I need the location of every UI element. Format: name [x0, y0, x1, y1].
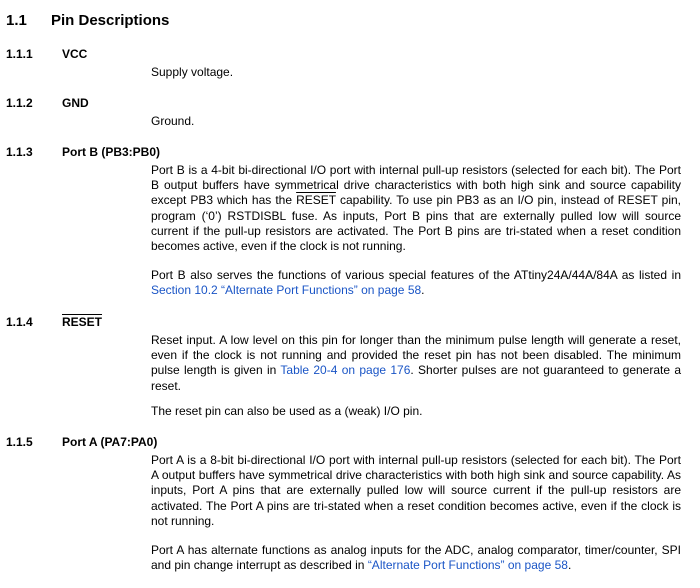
- text-segment: . Shorter pulses are not guaranteed to generate a reset.: [151, 363, 682, 393]
- subsection-title: Port B (PB3:PB0): [62, 145, 161, 159]
- subsection-title: VCC: [62, 47, 88, 61]
- port-b-paragraph-1: [151, 163, 681, 254]
- gnd-description: Ground.: [151, 114, 195, 128]
- text-segment: .: [567, 558, 572, 573]
- text-segment: Port B also serves the functions of various special features of the ATtiny24A/44A/84A as listed in: [151, 268, 681, 282]
- text-segment: .: [421, 283, 425, 298]
- vcc-description: Supply voltage.: [151, 65, 234, 79]
- alternate-port-functions-link[interactable]: “Alternate Port Functions” on page 58: [367, 558, 568, 573]
- table-20-4-link[interactable]: Table 20-4 on page 176: [280, 363, 411, 378]
- subsection-title: GND: [62, 96, 89, 110]
- text-segment: Port A has alternate functions as analog inputs for the ADC, analog comparator, timer/counter, SPI and pin change interrupt as described in: [151, 543, 681, 573]
- text-segment: Port B is a 4-bit bi-directional I/O port with internal pull-up resistors (selected for each bit). The Port B output buffers have symmetrical drive characteristics with both high sink and source capability except PB3 which has the: [151, 163, 681, 208]
- port-b-paragraph-2: [151, 268, 681, 298]
- reset-signal-text: RESET: [296, 193, 336, 208]
- text-segment: capability. To use pin PB3 as an I/O pin, instead of RESET pin, program (‘0’) RSTDISBL fuse. As inputs, Port B pins that are externally pulled low will source current if the pull-up resistors are activated. The Port B pins are tri-stated when a reset condition becomes active, even if the clock is not running.: [151, 193, 682, 254]
- subsection-number: 1.1.1: [6, 47, 33, 61]
- reset-paragraph-1: [151, 333, 681, 394]
- text-segment: Reset input. A low level on this pin for longer than the minimum pulse length will generate a reset, even if the clock is not running and provided the reset pin has not been disabled. The minimum pulse length is given in: [151, 333, 681, 378]
- port-a-paragraph-2: [151, 543, 681, 573]
- subsection-title: RESET: [62, 315, 103, 329]
- port-a-paragraph-1: Port A is a 8-bit bi-directional I/O port with internal pull-up resistors (selected for each bit). The Port A output buffers have symmetrical drive characteristics with both high sink and source capability. As inputs, Port A pins that are externally pulled low will source current if the pull-up resistors are activated. The Port A pins are tri-stated when a reset condition becomes active, even if the clock is not running.: [151, 453, 681, 528]
- subsection-number: 1.1.5: [6, 435, 33, 449]
- alternate-port-functions-link[interactable]: Section 10.2 “Alternate Port Functions” on page 58: [151, 283, 422, 298]
- subsection-number: 1.1.4: [6, 315, 33, 329]
- subsection-number: 1.1.3: [6, 145, 33, 159]
- subsection-number: 1.1.2: [6, 96, 33, 110]
- section-number: 1.1: [6, 12, 27, 29]
- subsection-title: Port A (PA7:PA0): [62, 435, 158, 449]
- section-title: Pin Descriptions: [51, 12, 170, 29]
- reset-paragraph-2: The reset pin can also be used as a (weak) I/O pin.: [151, 404, 423, 418]
